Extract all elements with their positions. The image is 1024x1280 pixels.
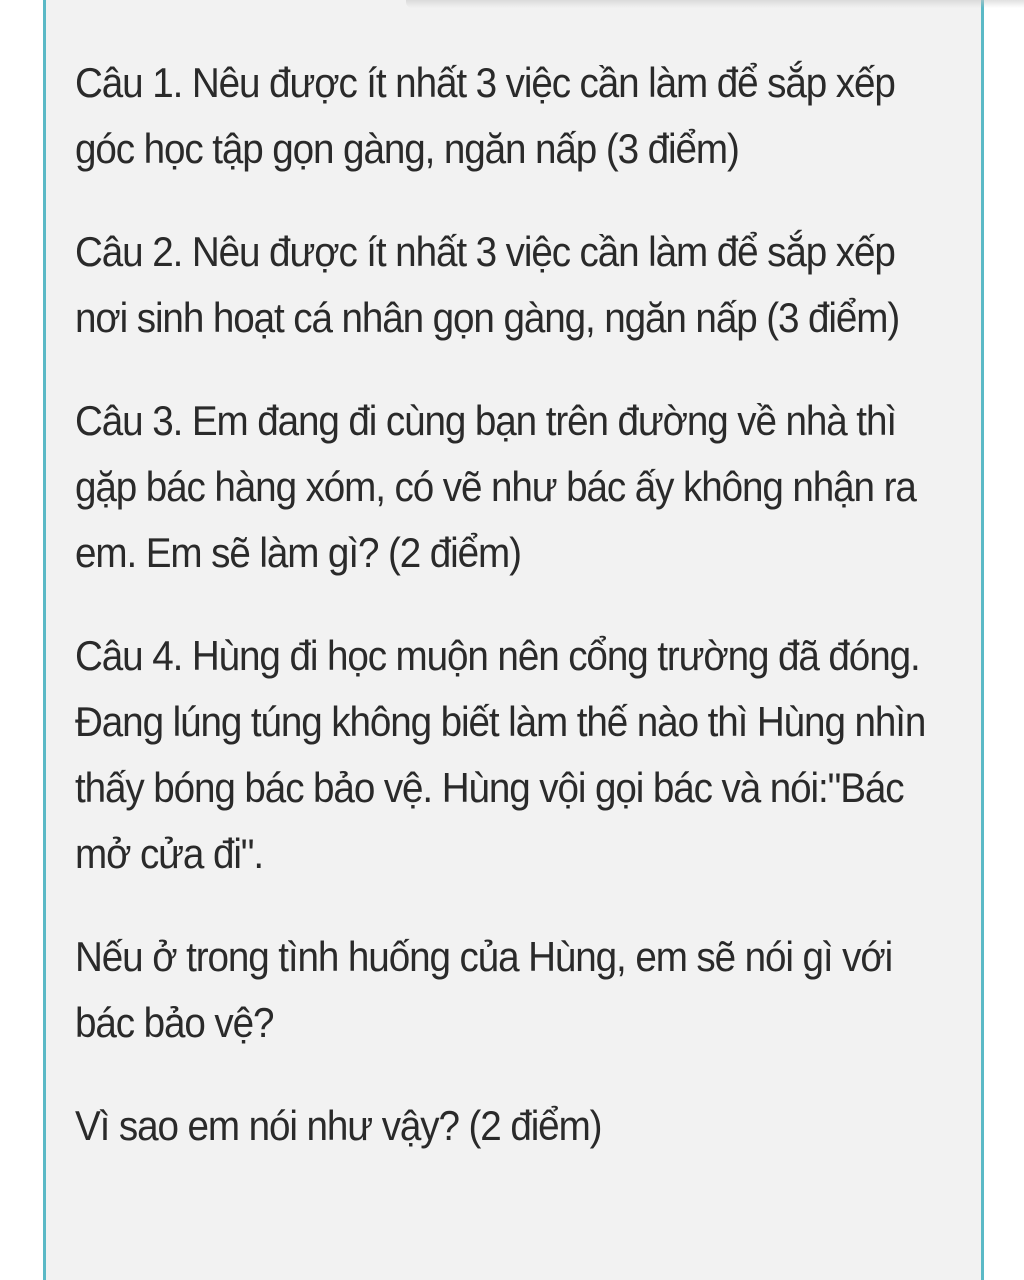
top-shadow <box>406 0 1024 8</box>
question-3: Câu 3. Em đang đi cùng bạn trên đường về nhà thì gặp bác hàng xóm, có vẽ như bác ấy không nhận ra em. Em sẽ làm gì? (2 điểm) <box>75 397 916 576</box>
question-4-followup: Vì sao em nói như vậy? (2 điểm) <box>75 1102 602 1149</box>
question-4-prompt: Nếu ở trong tình huống của Hùng, em sẽ nói gì với bác bảo vệ? <box>75 933 893 1046</box>
question-list <box>75 50 926 1159</box>
question-2: Câu 2. Nêu được ít nhất 3 việc cần làm để sắp xếp nơi sinh hoạt cá nhân gọn gàng, ngăn nấp (3 điểm) <box>75 228 900 341</box>
question-4: Câu 4. Hùng đi học muộn nên cổng trường đã đóng. Đang lúng túng không biết làm thế nào thì Hùng nhìn thấy bóng bác bảo vệ. Hùng vội gọi bác và nói:"Bác mở cửa đi". <box>75 632 926 877</box>
question-1: Câu 1. Nêu được ít nhất 3 việc cần làm để sắp xếp góc học tập gọn gàng, ngăn nấp (3 điểm) <box>75 59 895 172</box>
